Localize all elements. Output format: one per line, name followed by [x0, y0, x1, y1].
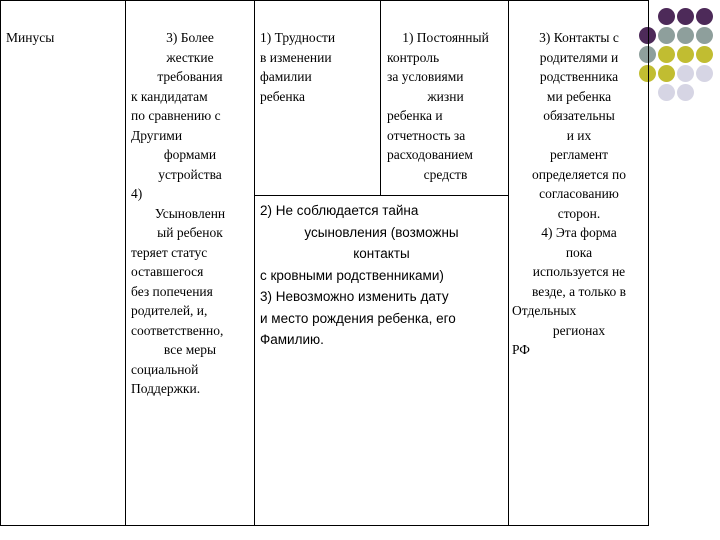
text-line: 3) Невозможно изменить дату — [260, 289, 449, 304]
row-divider — [254, 195, 509, 196]
cell-surname-change-difficulty — [260, 28, 378, 106]
cell-contacts-with-relatives — [512, 28, 646, 360]
text-line: Другими — [131, 127, 183, 143]
text-line: требования — [157, 69, 223, 84]
decorative-dot — [677, 8, 694, 25]
decorative-dot — [677, 65, 694, 82]
decorative-dot — [677, 46, 694, 63]
text-line: формами — [163, 147, 217, 162]
text-line: 1) Трудности — [260, 30, 336, 45]
text-line: Отдельных — [512, 303, 577, 318]
text-line: с кровными родственниками) — [260, 267, 444, 283]
text-line: родителей, и, — [131, 303, 208, 318]
cell-adoption-secrecy — [260, 200, 503, 351]
text-line: оставшегося — [131, 264, 204, 279]
text-line: определяется по — [532, 166, 626, 182]
decorative-dot — [658, 84, 675, 101]
table-left-border — [0, 0, 1, 526]
text-line: согласованию — [539, 186, 619, 201]
text-line: 3) Более — [166, 30, 214, 45]
text-line: средств — [423, 166, 468, 182]
text-line: фамилии — [260, 69, 312, 84]
cell-constant-control — [387, 28, 504, 184]
decorative-dot — [677, 27, 694, 44]
cell-more-strict-requirements — [131, 28, 249, 399]
text-line: регламент — [550, 147, 608, 162]
text-line: используется не — [532, 264, 626, 279]
column-divider-2 — [254, 0, 255, 526]
text-line: Поддержки. — [131, 381, 201, 396]
text-line: 2) Не соблюдается тайна — [260, 203, 419, 218]
text-line: контакты — [353, 246, 410, 261]
text-line: усыновления (возможны — [304, 224, 459, 240]
row-label-cell — [6, 28, 121, 48]
text-line: ый ребенок — [157, 225, 223, 240]
decorative-dot — [696, 27, 713, 44]
decorative-dot — [658, 8, 675, 25]
text-line: за условиями — [387, 69, 464, 84]
text-line: Фамилию. — [260, 332, 324, 347]
text-line: везде, а только в — [531, 283, 627, 299]
text-line: контроль — [387, 49, 440, 65]
text-line: и их — [566, 127, 592, 143]
text-line: регионах — [552, 322, 606, 338]
text-line: РФ — [512, 342, 530, 357]
decorative-dot — [696, 65, 713, 82]
text-line: социальной — [131, 361, 199, 377]
text-line: в изменении — [260, 49, 332, 65]
text-line: без попечения — [131, 283, 213, 299]
text-line: 4) Эта форма — [541, 225, 617, 240]
text-line: родителями и — [539, 49, 619, 65]
decorative-dot — [696, 46, 713, 63]
text-line: все меры — [163, 342, 217, 357]
text-line: сторон. — [557, 205, 601, 221]
text-line: 3) Контакты с — [539, 30, 619, 45]
text-line: пока — [565, 244, 593, 260]
column-divider-4 — [508, 0, 509, 526]
table-top-border — [0, 0, 649, 1]
text-line: ми ребенка — [546, 88, 612, 104]
column-divider-3 — [380, 0, 381, 195]
text-line: жизни — [427, 88, 464, 104]
decorative-dot — [658, 46, 675, 63]
text-line: родственника — [539, 69, 619, 84]
decorative-dot — [658, 27, 675, 44]
text-line: соответственно, — [131, 322, 224, 338]
text-line: теряет статус — [131, 244, 208, 260]
text-line: расходованием — [387, 147, 473, 162]
text-line: и место рождения ребенка, его — [260, 310, 456, 326]
decorative-dot — [677, 84, 694, 101]
table-bottom-border — [0, 525, 649, 526]
text-line: 4) — [131, 186, 143, 201]
decorative-dot — [696, 8, 713, 25]
text-line: ребенка и — [387, 108, 443, 123]
table-right-border — [648, 0, 649, 526]
text-line: Усыновленн — [154, 205, 226, 221]
text-line: обязательны — [543, 108, 615, 123]
decorative-dot — [658, 65, 675, 82]
text-line: по сравнению с — [131, 108, 221, 123]
text-line: к кандидатам — [131, 88, 208, 104]
row-label: Минусы — [6, 30, 55, 45]
text-line: жесткие — [166, 49, 214, 65]
text-line: ребенка — [260, 88, 305, 104]
text-line: 1) Постоянный — [402, 30, 489, 45]
text-line: устройства — [158, 166, 222, 182]
text-line: отчетность за — [387, 127, 466, 143]
column-divider-1 — [125, 0, 126, 526]
